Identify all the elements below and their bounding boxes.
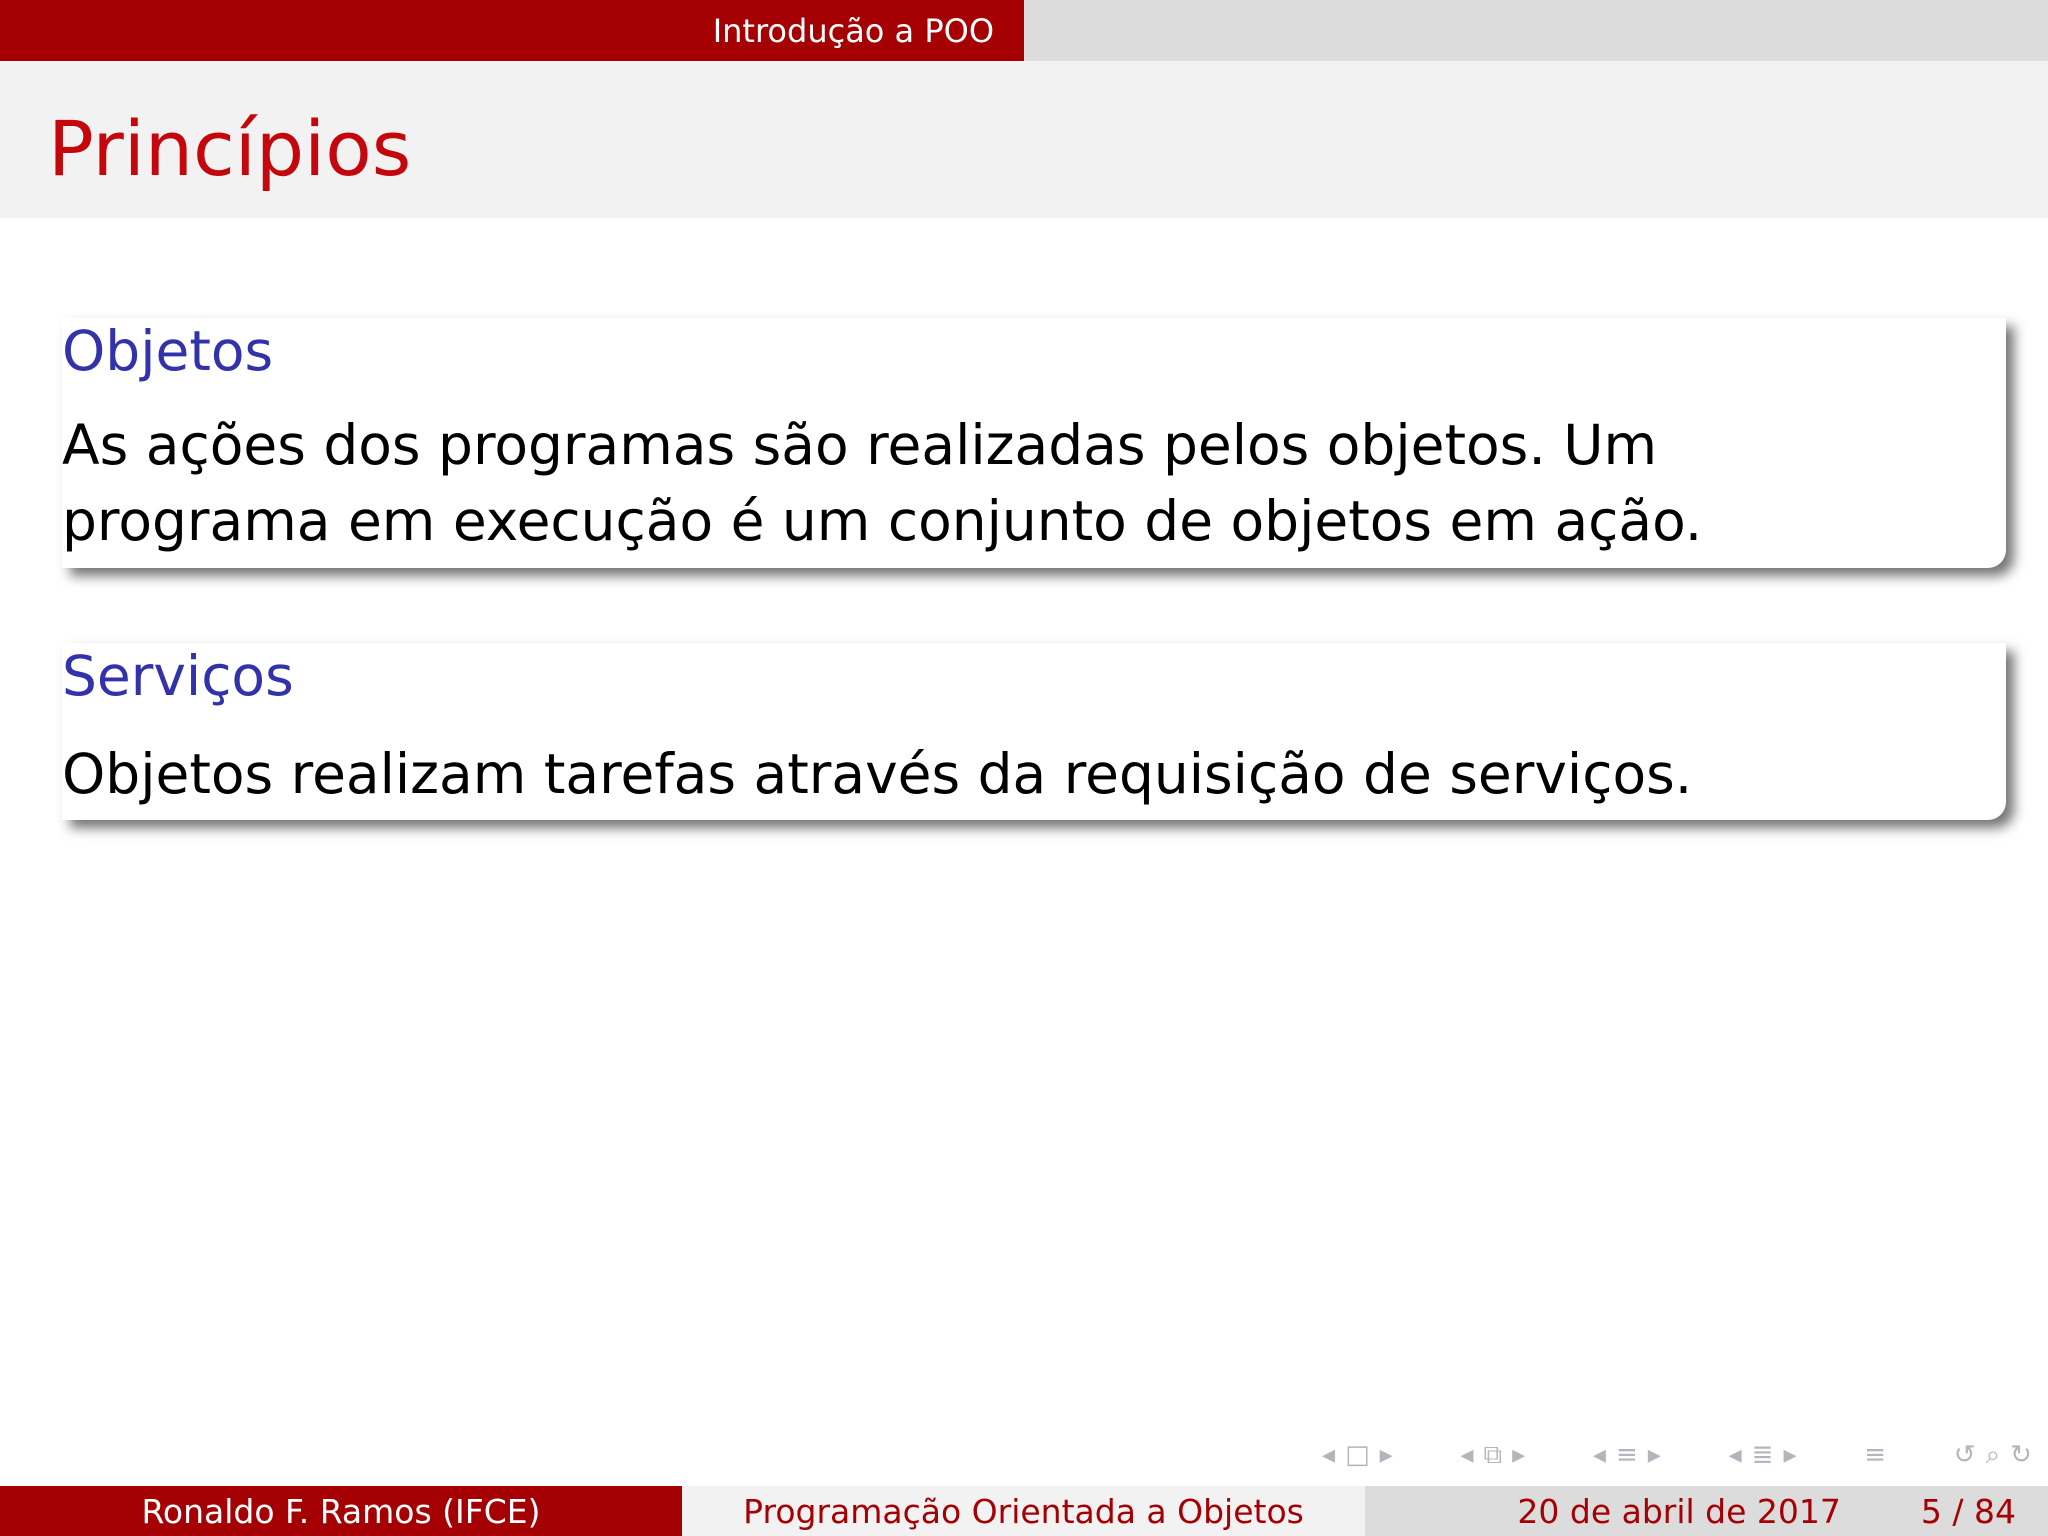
part-navigation	[1729, 1442, 1797, 1468]
block-title: Serviços	[62, 644, 294, 708]
next-arrow-icon[interactable]: ▸	[1379, 1440, 1393, 1470]
block-body: As ações dos programas são realizadas pelos objetos. Um programa em execução é um conjunto de objetos em ação.	[62, 413, 1703, 553]
prev-arrow-icon[interactable]: ◂	[1322, 1440, 1336, 1470]
section-navigation	[1593, 1442, 1661, 1468]
prev-arrow-icon[interactable]: ◂	[1460, 1440, 1474, 1470]
frame-navigation	[1322, 1442, 1393, 1468]
section-title[interactable]: Introdução a POO	[0, 0, 1024, 61]
subsection-icon[interactable]: ⧉	[1483, 1440, 1503, 1470]
next-arrow-icon[interactable]: ▸	[1647, 1440, 1661, 1470]
footer	[0, 1486, 2048, 1536]
next-arrow-icon[interactable]: ▸	[1783, 1440, 1797, 1470]
prev-arrow-icon[interactable]: ◂	[1592, 1440, 1606, 1470]
footer-title: Programação Orientada a Objetos	[682, 1486, 1365, 1536]
align-icon[interactable]: ≡	[1864, 1440, 1887, 1470]
next-arrow-icon[interactable]: ▸	[1512, 1440, 1526, 1470]
block-body: Objetos realizam tarefas através da requisição de serviços.	[62, 742, 1693, 806]
header-bar	[0, 0, 2048, 61]
page-number: 5 / 84	[1920, 1491, 2016, 1531]
footer-info	[1365, 1486, 2048, 1536]
section-icon[interactable]: ≣	[1751, 1440, 1774, 1470]
redo-icon[interactable]: ↻	[2010, 1440, 2032, 1470]
frame-title: Princípios	[48, 104, 412, 193]
search-navigation	[1954, 1442, 2032, 1468]
block-servicos	[62, 643, 2006, 820]
subsection-navigation	[1460, 1442, 1525, 1468]
block-objetos	[62, 318, 2006, 568]
prev-arrow-icon[interactable]: ◂	[1728, 1440, 1742, 1470]
align-navigation	[1864, 1442, 1886, 1468]
search-icon[interactable]: ⌕	[1985, 1440, 2001, 1470]
frame-icon[interactable]: □	[1345, 1440, 1370, 1470]
footer-author: Ronaldo F. Ramos (IFCE)	[0, 1486, 682, 1536]
navigation-symbols	[1322, 1438, 2032, 1472]
undo-icon[interactable]: ↺	[1953, 1440, 1976, 1470]
section-icon[interactable]: ≡	[1615, 1440, 1638, 1470]
block-title: Objetos	[62, 319, 274, 383]
footer-date: 20 de abril de 2017	[1517, 1491, 1841, 1531]
